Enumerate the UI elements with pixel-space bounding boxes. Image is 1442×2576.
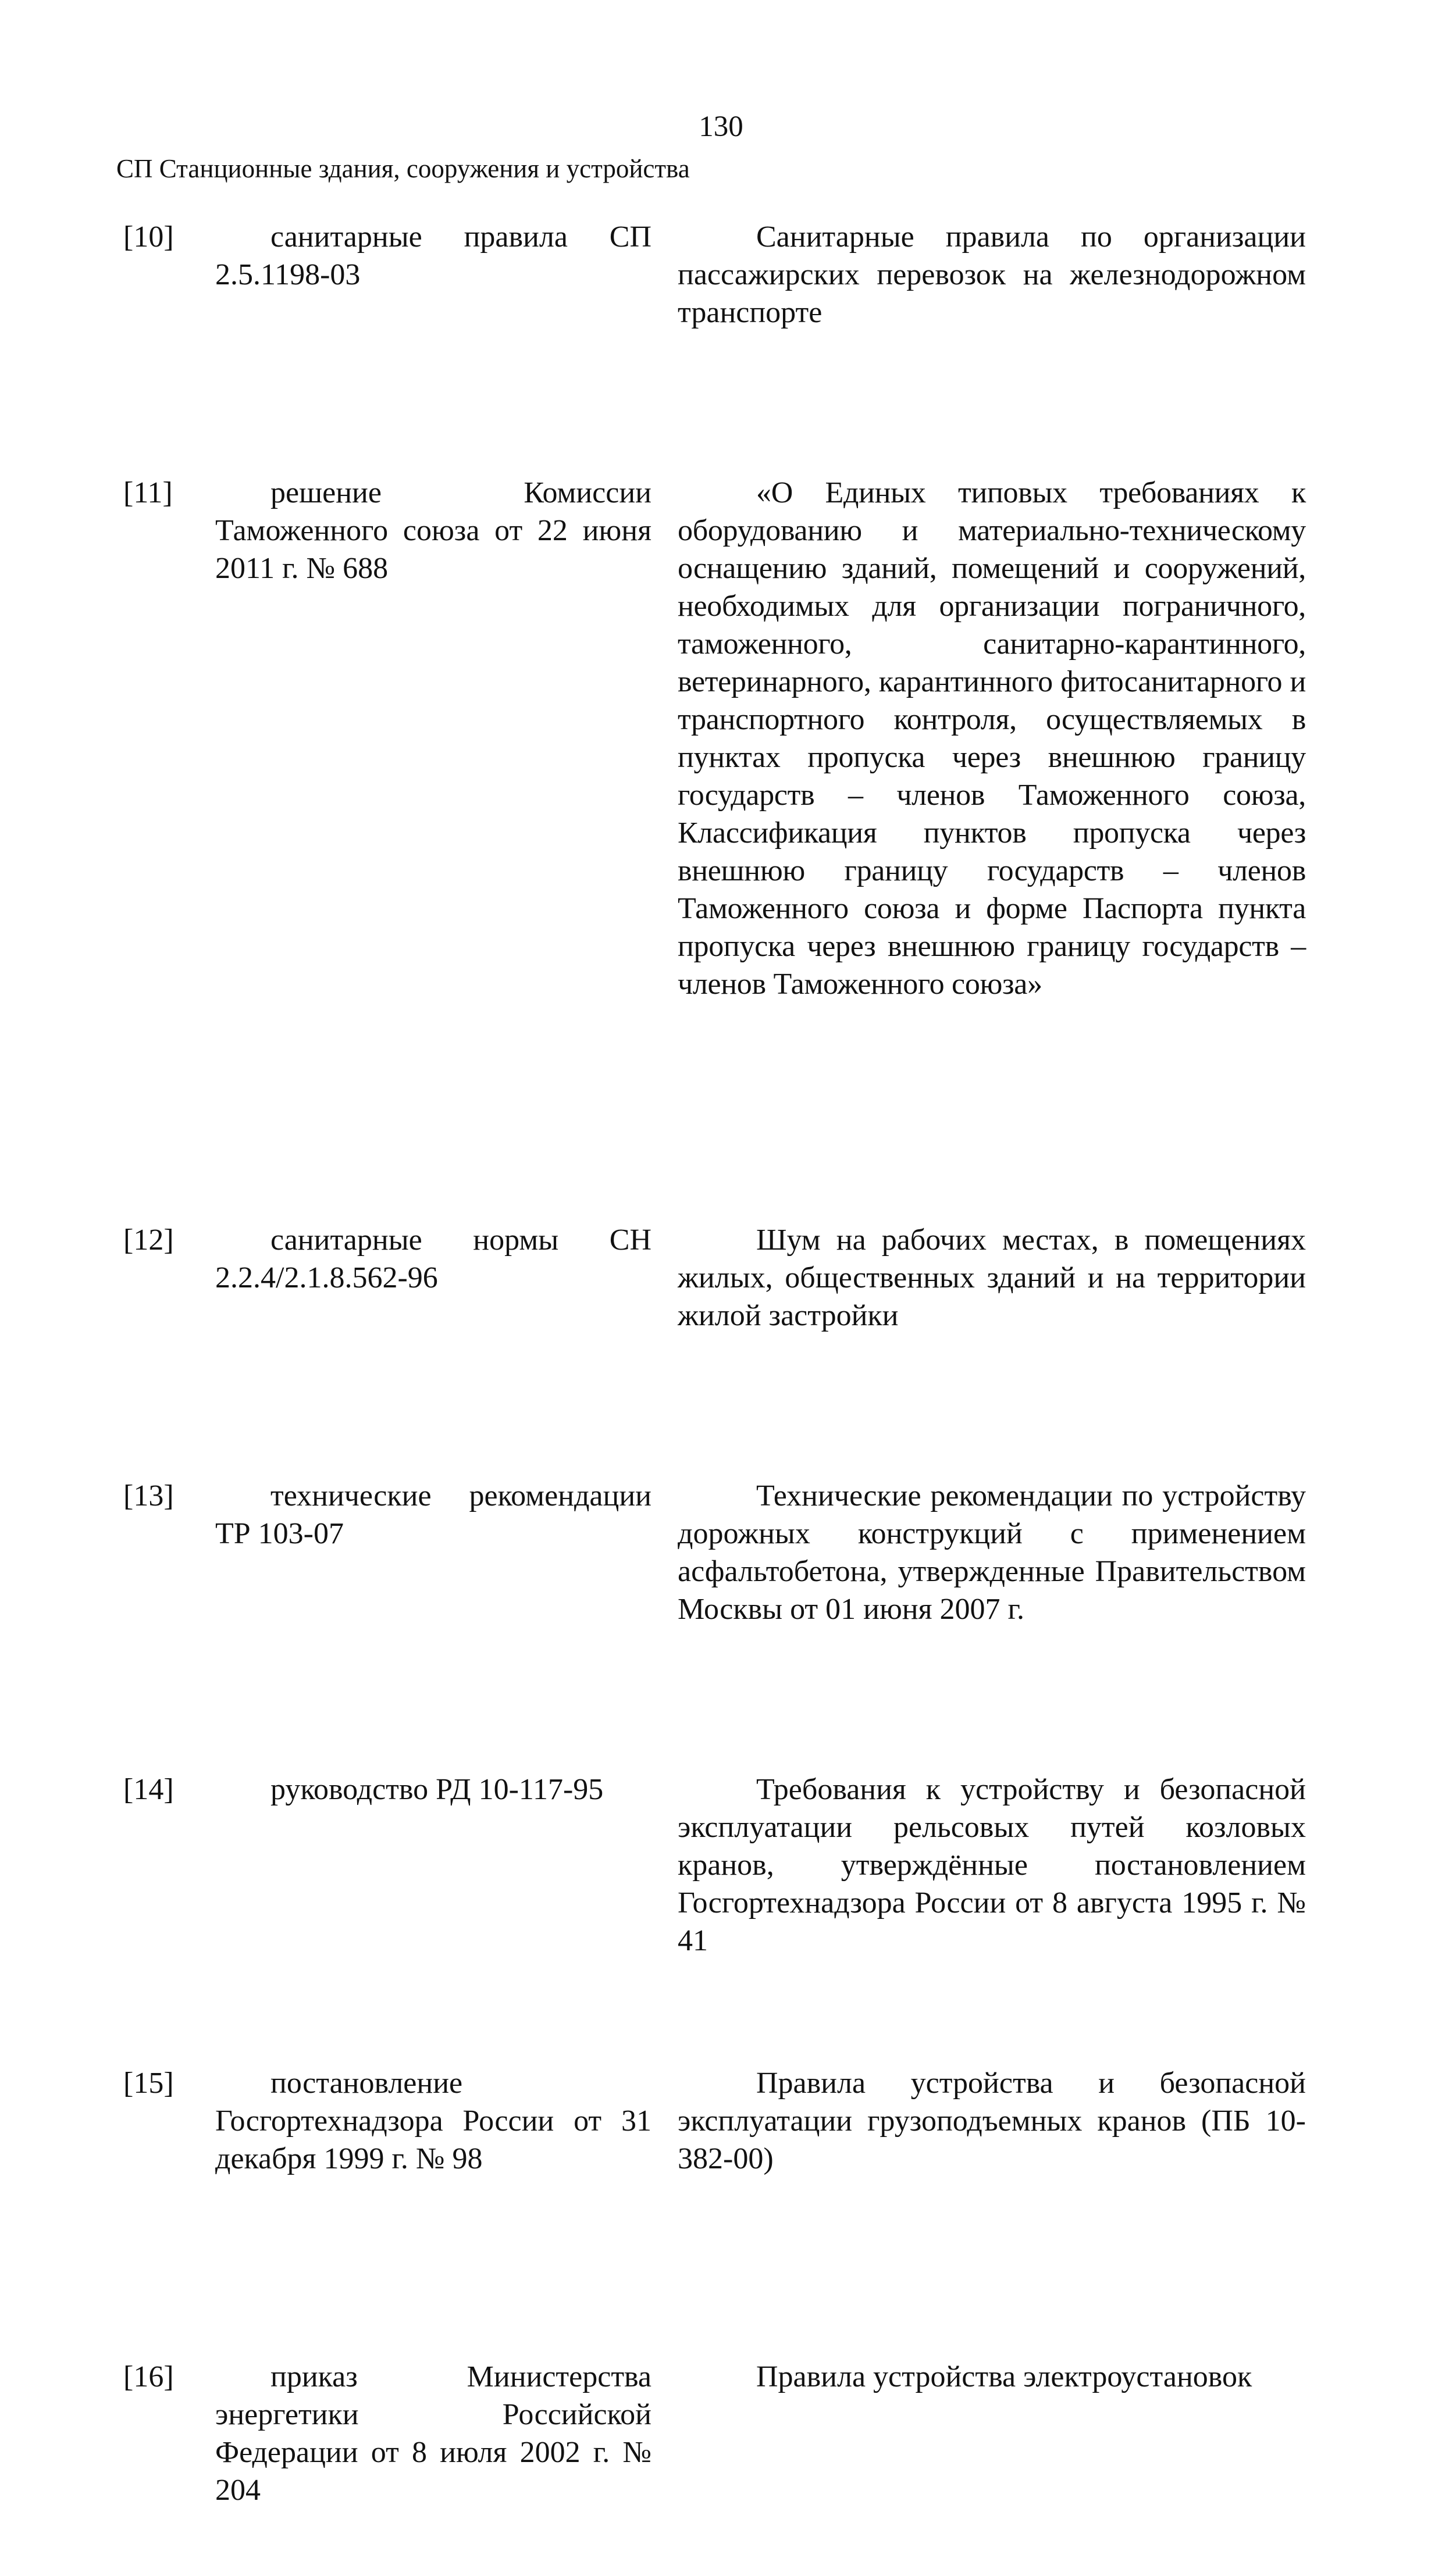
page-number: 130 bbox=[699, 110, 743, 143]
entry-title: решение Комиссии Таможенного союза от 22 июня 2011 г. № 688 bbox=[215, 476, 651, 585]
entry-description: Технические рекомендации по устройству дорожных конструкций с применением асфальтобетона, утвержденные Правительством Москвы от 01 июня 2007 г. bbox=[678, 1479, 1306, 1626]
entry-number: [11] bbox=[123, 476, 173, 509]
entry-title: технические рекомендации ТР 103-07 bbox=[215, 1479, 651, 1550]
reference-entry bbox=[0, 1221, 1442, 1410]
entry-number: [13] bbox=[123, 1479, 174, 1512]
entry-title: постановление Госгортехнадзора России от 31 декабря 1999 г. № 98 bbox=[215, 2067, 651, 2175]
reference-entry bbox=[0, 218, 1442, 407]
entry-title: санитарные нормы СН 2.2.4/2.1.8.562-96 bbox=[215, 1223, 651, 1294]
reference-entry bbox=[0, 2064, 1442, 2291]
reference-entry bbox=[0, 474, 1442, 1154]
entry-description: «О Единых типовых требованиях к оборудованию и материально-техническому оснащению зданий, помещений и сооружений, необходимых для организации пограничного, таможенного, санитарно-карантинного, ветеринарного, карантинного фитосанитарного и транспортного контроля, осуществляемых в пунктах пропуска через внешнюю границу государств – членов Таможенного союза, Классификация пунктов пропуска через внешнюю границу государств – членов Таможенного союза и форме Паспорта пункта пропуска через внешнюю границу государств – членов Таможенного союза» bbox=[678, 476, 1306, 1001]
entry-description: Шум на рабочих местах, в помещениях жилых, общественных зданий и на территории жилой застройки bbox=[678, 1223, 1306, 1332]
entry-description: Правила устройства электроустановок bbox=[756, 2360, 1252, 2393]
entry-description: Требования к устройству и безопасной эксплуатации рельсовых путей козловых кранов, утверждённые постановлением Госгортехнадзора России от 8 августа 1995 г. № 41 bbox=[678, 1773, 1306, 1957]
entry-title: руководство РД 10-117-95 bbox=[270, 1773, 604, 1806]
entry-number: [12] bbox=[123, 1223, 174, 1257]
entry-description: Санитарные правила по организации пассажирских перевозок на железнодорожном транспорте bbox=[678, 220, 1306, 329]
entry-number: [14] bbox=[123, 1773, 174, 1806]
running-header: СП Станционные здания, сооружения и устройства bbox=[116, 154, 690, 183]
reference-entry bbox=[0, 2358, 1442, 2509]
entry-title: санитарные правила СП 2.5.1198-03 bbox=[215, 220, 651, 291]
entry-description: Правила устройства и безопасной эксплуатации грузоподъемных кранов (ПБ 10-382-00) bbox=[678, 2067, 1306, 2175]
reference-entry bbox=[0, 1477, 1442, 1704]
entry-number: [16] bbox=[123, 2360, 174, 2393]
reference-list bbox=[0, 218, 1442, 2576]
entry-number: [10] bbox=[123, 220, 174, 254]
entry-number: [15] bbox=[123, 2067, 174, 2100]
reference-entry bbox=[0, 1771, 1442, 1997]
entry-title: приказ Министерства энергетики Российской Федерации от 8 июля 2002 г. № 204 bbox=[215, 2360, 651, 2507]
